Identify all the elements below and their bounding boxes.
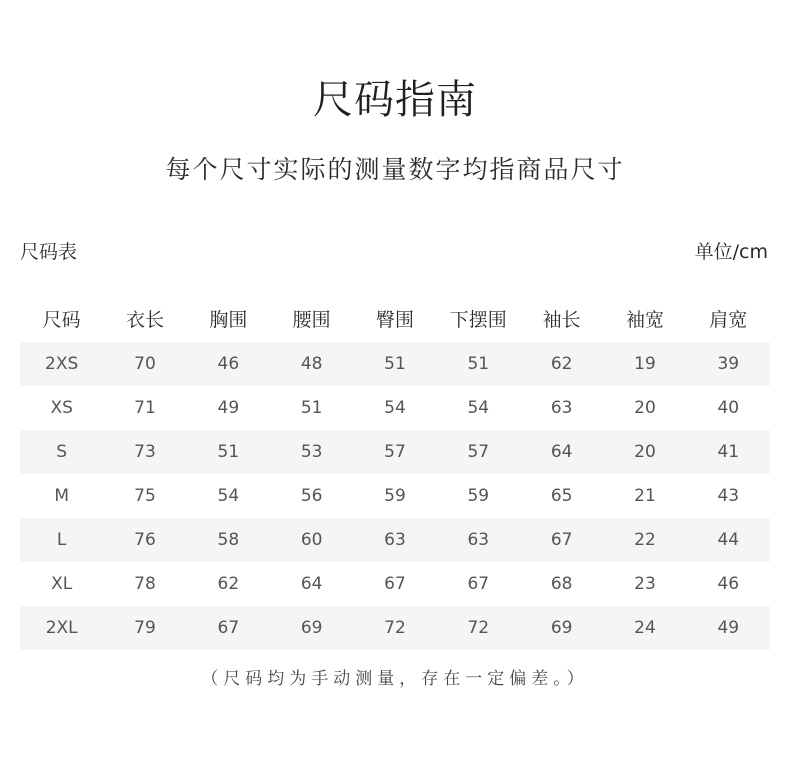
table-cell: XL (51, 574, 73, 594)
table-row (20, 474, 770, 518)
table-cell: 59 (467, 486, 490, 506)
size-table-label: 尺码表 (20, 241, 78, 263)
table-cell: 54 (467, 398, 490, 418)
header-cell-sleeve-width: 袖宽 (625, 308, 664, 331)
table-cell: 57 (467, 442, 490, 462)
table-cell: 69 (300, 618, 323, 638)
header-cell-waist: 腰围 (292, 308, 331, 331)
table-row (20, 430, 770, 474)
table-cell: 20 (634, 442, 656, 462)
table-cell: 51 (300, 398, 323, 418)
table-cell: 40 (717, 398, 740, 418)
page-title: 尺码指南 (313, 77, 477, 123)
table-cell: 57 (384, 442, 406, 462)
table-cell: 49 (717, 618, 740, 638)
table-header-row (20, 296, 770, 340)
table-cell: M (54, 486, 69, 506)
table-cell: 41 (717, 442, 740, 462)
header-cell-length: 衣长 (125, 308, 164, 331)
table-cell: 63 (467, 530, 490, 550)
table-cell: 67 (467, 574, 490, 594)
table-cell: 63 (550, 398, 573, 418)
table-cell: 19 (634, 354, 656, 374)
header-cell-hip: 臀围 (375, 308, 414, 331)
table-cell: 65 (550, 486, 573, 506)
table-cell: 73 (134, 442, 156, 462)
table-cell: 51 (384, 354, 406, 374)
table-cell: 43 (717, 486, 740, 506)
unit-label: 单位/cm (694, 241, 768, 263)
table-cell: 22 (634, 530, 656, 550)
table-cell: XS (50, 398, 73, 418)
header-cell-chest: 胸围 (209, 308, 248, 331)
table-cell: 44 (717, 530, 740, 550)
table-cell: 72 (467, 618, 490, 638)
header-cell-shoulder: 肩宽 (709, 308, 748, 331)
table-cell: S (56, 442, 68, 462)
header-cell-sleeve-length: 袖长 (542, 308, 581, 331)
table-row (20, 342, 770, 386)
table-cell: L (56, 530, 67, 550)
table-row (20, 606, 770, 650)
table-cell: 23 (634, 574, 656, 594)
table-cell: 56 (300, 486, 323, 506)
table-cell: 64 (300, 574, 323, 594)
table-cell: 70 (134, 354, 156, 374)
table-cell: 67 (550, 530, 573, 550)
table-cell: 24 (634, 618, 656, 638)
table-cell: 39 (717, 354, 740, 374)
table-cell: 46 (717, 574, 740, 594)
table-cell: 53 (300, 442, 323, 462)
table-cell: 79 (134, 618, 156, 638)
table-row (20, 562, 770, 606)
table-cell: 21 (634, 486, 656, 506)
measurement-note: （尺码均为手动测量，存在一定偏差。） (201, 669, 589, 689)
table-cell: 62 (217, 574, 240, 594)
table-cell: 76 (134, 530, 156, 550)
header-cell-hem: 下摆围 (449, 308, 507, 331)
table-cell: 64 (550, 442, 573, 462)
table-row (20, 386, 770, 430)
table-cell: 63 (384, 530, 406, 550)
table-cell: 78 (134, 574, 156, 594)
table-cell: 58 (217, 530, 240, 550)
table-cell: 72 (384, 618, 406, 638)
table-cell: 68 (550, 574, 573, 594)
table-cell: 67 (217, 618, 240, 638)
table-cell: 2XS (45, 354, 79, 374)
table-cell: 75 (134, 486, 156, 506)
table-cell: 60 (300, 530, 323, 550)
table-cell: 62 (550, 354, 573, 374)
table-row (20, 518, 770, 562)
table-cell: 54 (384, 398, 406, 418)
size-table (20, 296, 770, 650)
table-cell: 20 (634, 398, 656, 418)
table-cell: 54 (217, 486, 240, 506)
header-cell-size: 尺码 (42, 308, 81, 331)
table-cell: 46 (217, 354, 240, 374)
table-cell: 69 (550, 618, 573, 638)
table-cell: 51 (467, 354, 490, 374)
table-cell: 59 (384, 486, 406, 506)
table-cell: 2XL (45, 618, 78, 638)
page-subtitle: 每个尺寸实际的测量数字均指商品尺寸 (165, 155, 625, 184)
table-cell: 51 (217, 442, 240, 462)
table-cell: 49 (217, 398, 240, 418)
table-cell: 71 (134, 398, 156, 418)
table-cell: 48 (300, 354, 323, 374)
table-cell: 67 (384, 574, 406, 594)
